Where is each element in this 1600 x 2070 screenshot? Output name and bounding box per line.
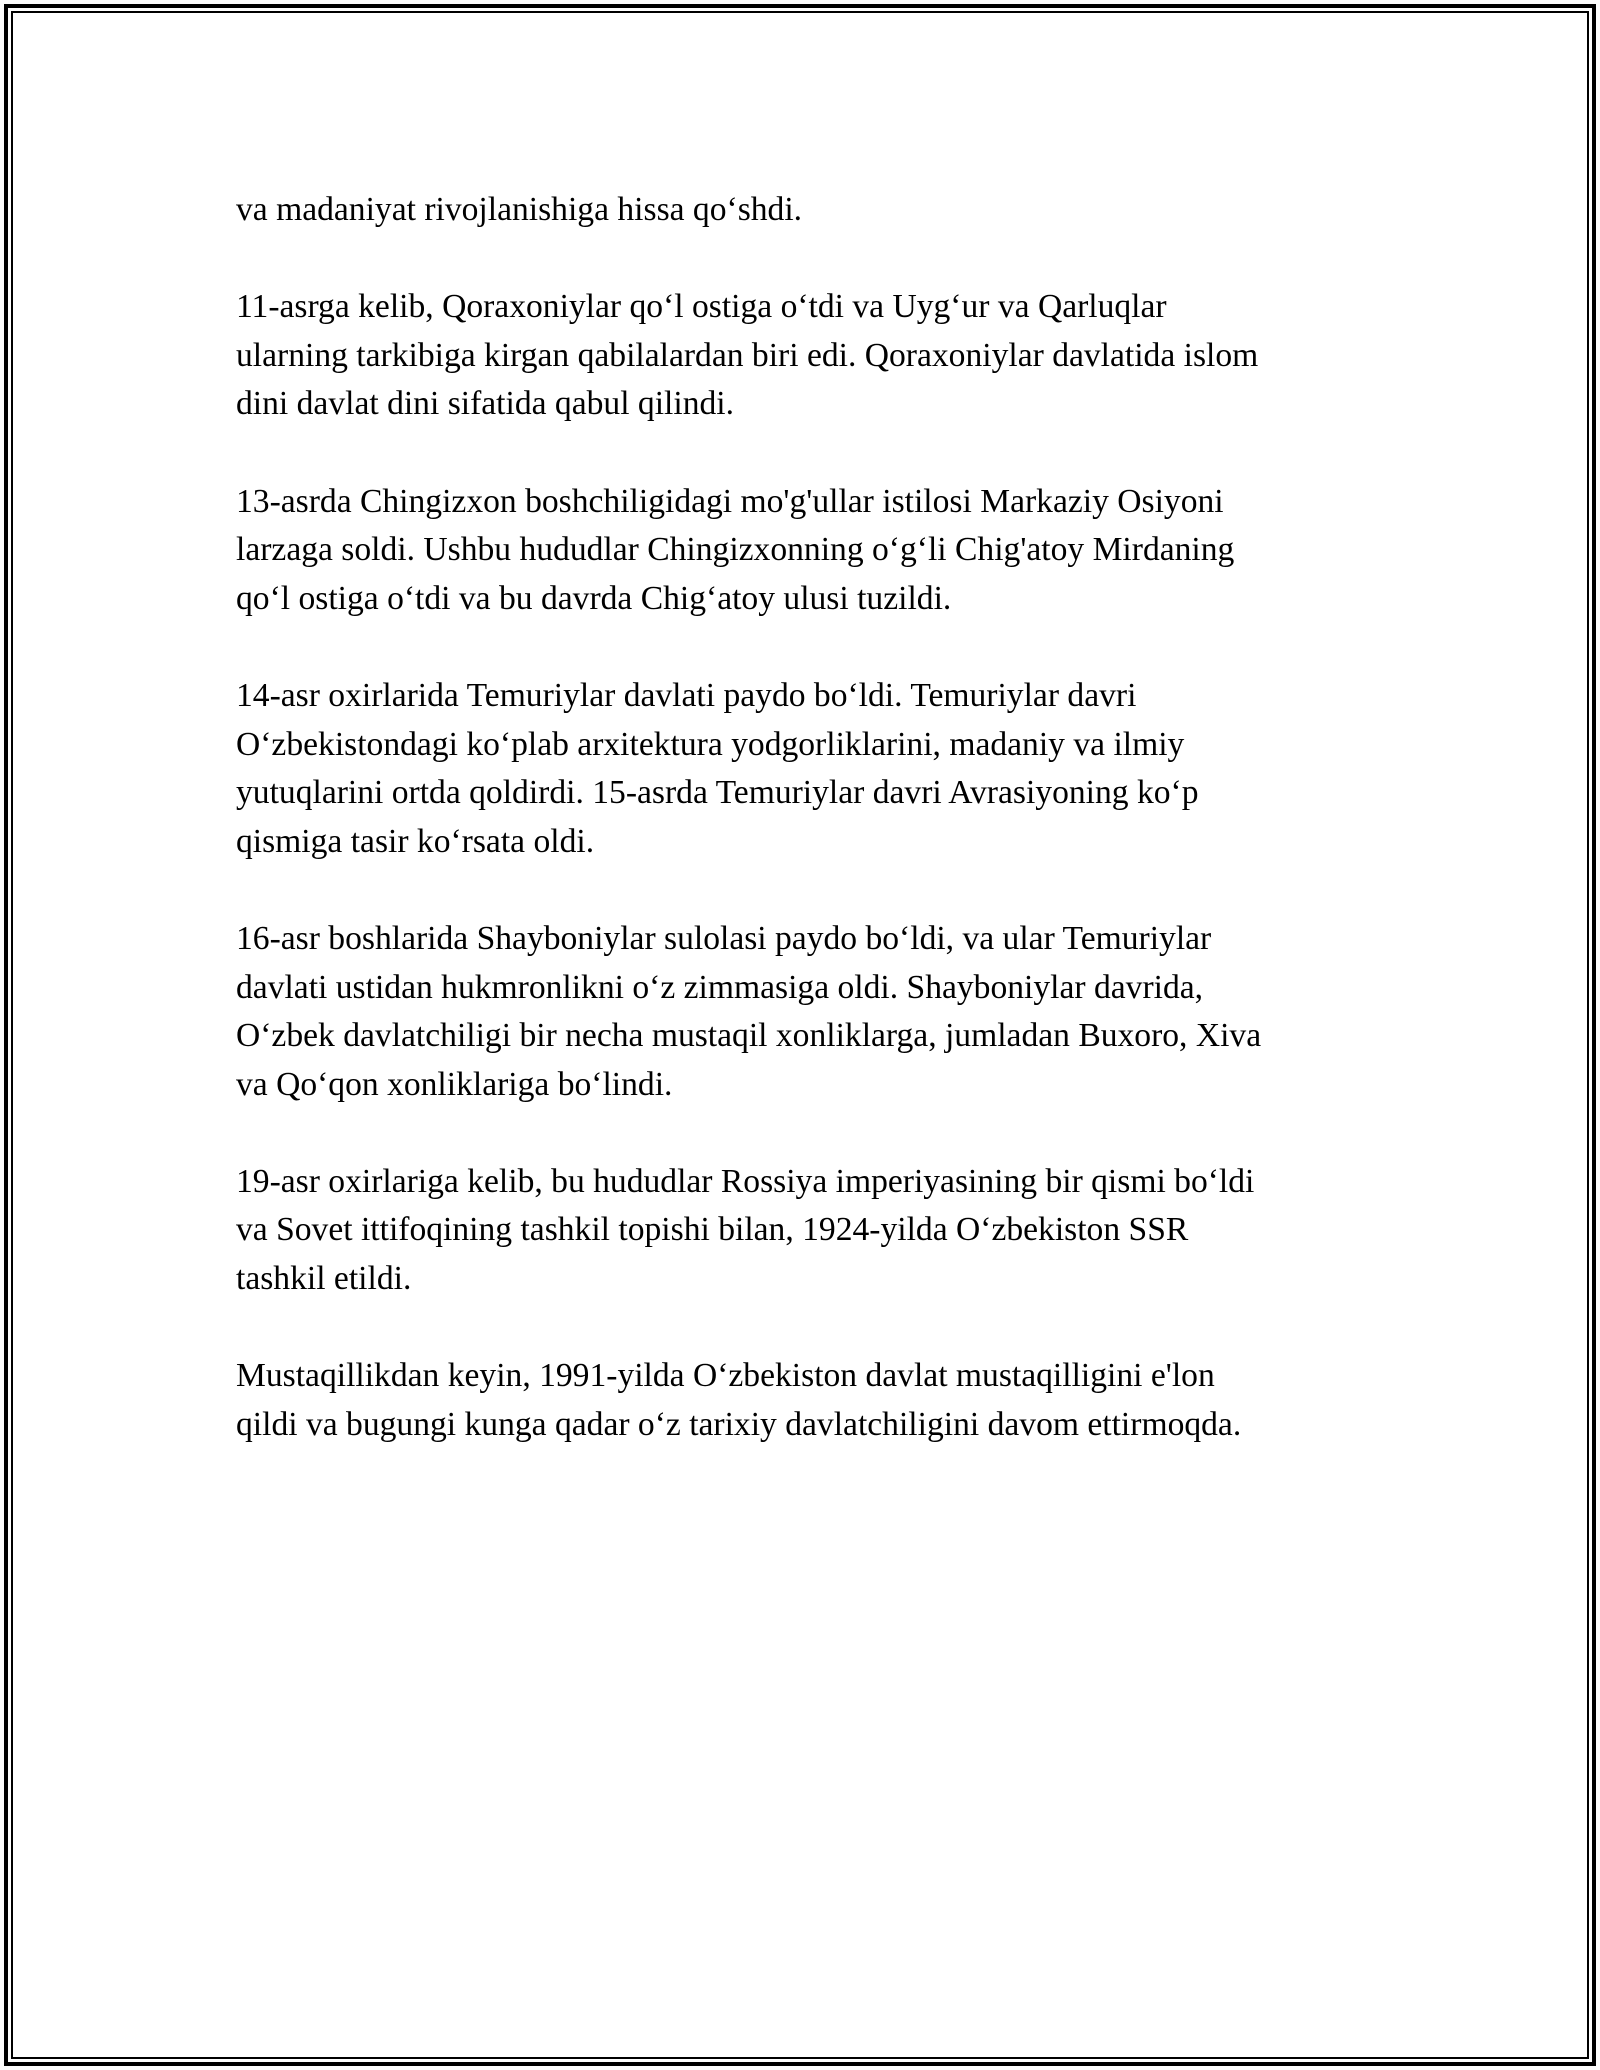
paragraph-mongol-invasion: 13-asrda Chingizxon boshchiligidagi mo'g'ullar istilosi Markaziy Osiyoni larzaga soldi. Ushbu hududlar Chingizxonning o‘g‘li Chig'atoy Mirdaning qo‘l ostiga o‘tdi va bu davrda Chig‘atoy ulusi tuzildi. — [236, 482, 1235, 617]
paragraph-independence: Mustaqillikdan keyin, 1991-yilda O‘zbekiston davlat mustaqilligini e'lon qildi va bugungi kunga qadar o‘z tarixiy davlatchiligini davom ettirmoqda. — [236, 1357, 1242, 1443]
paragraph-timurids: 14-asr oxirlarida Temuriylar davlati paydo bo‘ldi. Temuriylar davri O‘zbekistondagi ko‘plab arxitektura yodgorliklarini, madaniy va ilmiy yutuqlarini ortda qoldirdi. 15-asrda Temuriylar davri Avrasiyoning ko‘p qismiga tasir ko‘rsata oldi. — [236, 676, 1199, 860]
paragraph-shaybanids: 16-asr boshlarida Shayboniylar sulolasi paydo bo‘ldi, va ular Temuriylar davlati ustidan hukmronlikni o‘z zimmasiga oldi. Shayboniylar davrida, O‘zbek davlatchiligi bir necha mustaqil xonliklarga, jumladan Buxoro, Xiva va Qo‘qon xonliklariga bo‘lindi. — [236, 919, 1262, 1103]
document-body — [236, 186, 1366, 1498]
paragraph-karakhanids: 11-asrga kelib, Qoraxoniylar qo‘l ostiga o‘tdi va Uyg‘ur va Qarluqlar ularning tarkibiga kirgan qabilalardan biri edi. Qoraxoniylar davlatida islom dini davlat dini sifatida qabul qilindi. — [236, 288, 1259, 423]
paragraph-russian-empire: 19-asr oxirlariga kelib, bu hududlar Rossiya imperiyasining bir qismi bo‘ldi va Sovet ittifoqining tashkil topishi bilan, 1924-yilda O‘zbekiston SSR tashkil etildi. — [236, 1162, 1255, 1298]
paragraph-culture-contribution: va madaniyat rivojlanishiga hissa qo‘shdi. — [236, 191, 803, 228]
